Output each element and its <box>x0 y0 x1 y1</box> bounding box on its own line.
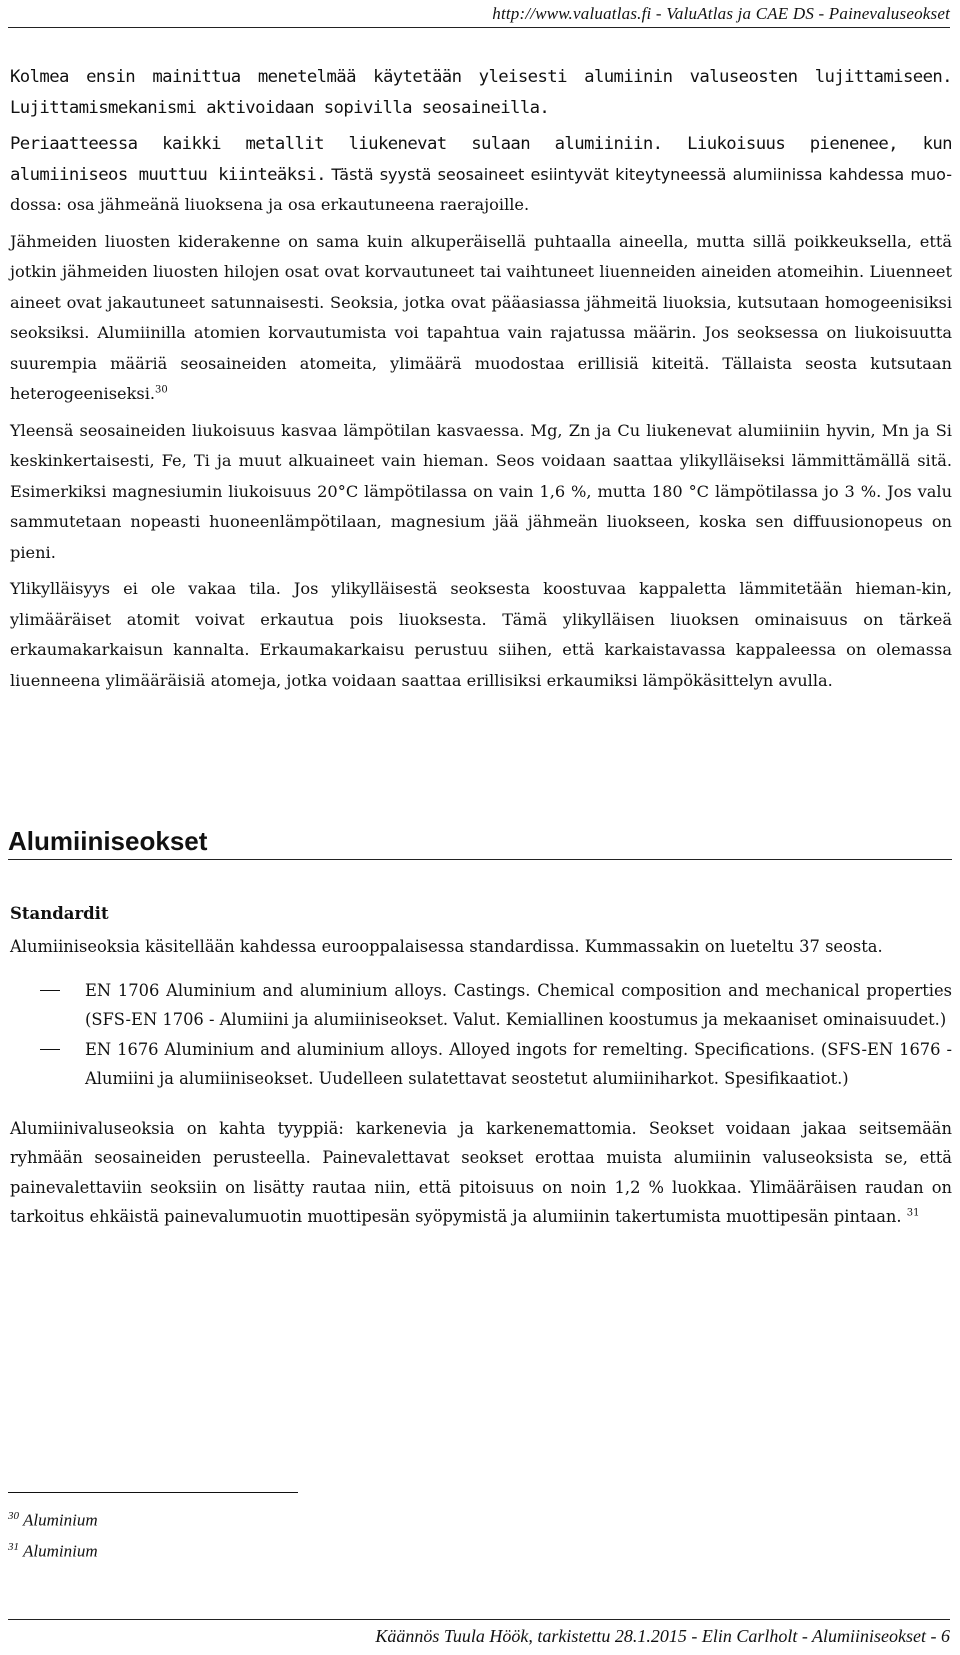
body-text <box>10 62 952 702</box>
header-text: http://www.valuatlas.fi - ValuAtlas ja CAE DS - Painevaluseokset <box>492 4 950 23</box>
footnote-number: 30 <box>8 1510 19 1522</box>
footnotes <box>8 1503 98 1564</box>
closing-paragraph-text: Alumiinivaluseoksia on kahta tyyppiä: karkenevia ja karkenemattomia. Seokset voidaan jakaa seitsemään ryhmään seosaineiden perusteella. Painevalettavat seokset erottaa muista alumiinin valuseoksista se, että painevalettaviin seoksiin on lisätty rautaa niin, että pitoisuus on noin 1,2 % luokkaa. Ylimääräisen raudan on tarkoitus ehkäistä painevalumuotin muottipesän syöpymistä ja alumiinin takertumista muottipesän pintaan. <box>10 1118 952 1226</box>
paragraph-3 <box>10 227 952 410</box>
standards-list <box>10 976 952 1094</box>
paragraph-2-part-c: dossa: osa jähmeänä liuoksena ja osa erkautuneena raerajoille. <box>10 195 530 214</box>
list-item <box>10 1035 952 1094</box>
paragraph-4: Yleensä seosaineiden liukoisuus kasvaa lämpötilan kasvaessa. Mg, Zn ja Cu liukenevat alumiiniin hyvin, Mn ja Si keskinkertaisesti, Fe, Ti ja muut alkuaineet vain hieman. Seos voidaan saattaa ylikylläiseksi lämmittämällä sitä. Esimerkiksi magnesiumin liukoisuus 20°C lämpötilassa on vain 1,6 %, mutta 180 °C lämpötilassa jo 3 %. Jos valu sammutetaan nopeasti huoneenlämpötilaan, magnesium jää jähmeän liuokseen, koska sen diffuusionopeus on pieni. <box>10 420 952 562</box>
dash-bullet-icon <box>40 1049 60 1051</box>
footnote-text: Aluminium <box>23 1510 98 1530</box>
list-item-text: EN 1706 Aluminium and aluminium alloys. Castings. Chemical composition and mechanical properties (SFS-EN 1706 - Alumiini ja alumiiniseokset. Valut. Kemiallinen koostumus ja mekaaniset ominaisuudet.) <box>85 980 952 1029</box>
section-title: Alumiiniseokset <box>8 826 952 860</box>
paragraph-2 <box>10 129 952 221</box>
paragraph-1: Kolmea ensin mainittua menetelmää käytetään yleisesti alumiinin valuseosten lujittamiseen. Lujittamismekanismi aktivoidaan sopivilla seosaineilla. <box>10 67 952 118</box>
footnote-text: Aluminium <box>23 1541 98 1561</box>
footnote-divider <box>8 1492 298 1493</box>
paragraph-5: Ylikylläisyys ei ole vakaa tila. Jos ylikylläisestä seoksesta koostuvaa kappaletta lämmitetään hieman-kin, ylimääräiset atomit voivat erkautua pois liuoksesta. Tämä ylikylläisen liuoksen ominaisuus on tärkeä erkaumakarkaisun kannalta. Erkaumakarkaisu perustuu siihen, että karkaistavassa kappaleessa on olemassa liuenneena ylimääräisiä atomeja, jotka voidaan saattaa erillisiksi erkaumiksi lämpökäsittelyn avulla. <box>10 579 952 690</box>
list-item <box>10 976 952 1035</box>
standards-section <box>10 932 952 1238</box>
footnote-item <box>8 1534 98 1565</box>
footnote-ref-31: 31 <box>906 1207 920 1219</box>
paragraph-3-text: Jähmeiden liuosten kiderakenne on sama kuin alkuperäisellä puhtaalla aineella, mutta sillä poikkeuksella, että jotkin jähmeiden liuosten hilojen osat ovat korvautuneet tai vaihtuneet liuenneiden aineiden atomeihin. Liuenneet aineet ovat jakautuneet satunnaisesti. Seoksia, jotka ovat pääasiassa jähmeitä liuoksia, kutsutaan homogeenisiksi seoksiksi. Alumiinilla atomien korvautumista voi tapahtua vain rajatussa määrin. Jos seoksessa on liukoisuutta suurempia määriä seosaineiden atomeita, ylimäärä muodostaa erillisiä kiteitä. Tällaista seosta kutsutaan heterogeeniseksi. <box>10 231 952 403</box>
paragraph-2-part-a: Periaatteessa kaikki metallit liukenevat sulaan alumiiniin. Liukoisuus pienenee, kun alumiiniseos muuttuu kiinteäksi. <box>10 134 952 185</box>
standards-intro: Alumiiniseoksia käsitellään kahdessa eurooppalaisessa standardissa. Kummassakin on lueteltu 37 seosta. <box>10 937 883 956</box>
paragraph-2-part-b: Tästä syystä seosaineet esiintyvät kiteytyneessä alumiinissa kahdessa muo- <box>331 164 952 184</box>
list-item-text: EN 1676 Aluminium and aluminium alloys. Alloyed ingots for remelting. Specifications. (SFS-EN 1676 - Alumiini ja alumiiniseokset. Uudelleen sulatettavat seostetut alumiiniharkot. Spesifikaatiot.) <box>85 1039 952 1088</box>
page-header <box>8 4 950 28</box>
dash-bullet-icon <box>40 990 60 992</box>
footnote-item <box>8 1503 98 1534</box>
footer-text: Käännös Tuula Höök, tarkistettu 28.1.2015 - Elin Carlholt - Alumiiniseokset - 6 <box>375 1626 950 1646</box>
page-footer <box>8 1619 950 1647</box>
footnote-number: 31 <box>8 1540 19 1553</box>
subsection-title: Standardit <box>10 904 109 923</box>
footnote-ref-30: 30 <box>155 384 168 396</box>
closing-paragraph <box>10 1114 952 1232</box>
